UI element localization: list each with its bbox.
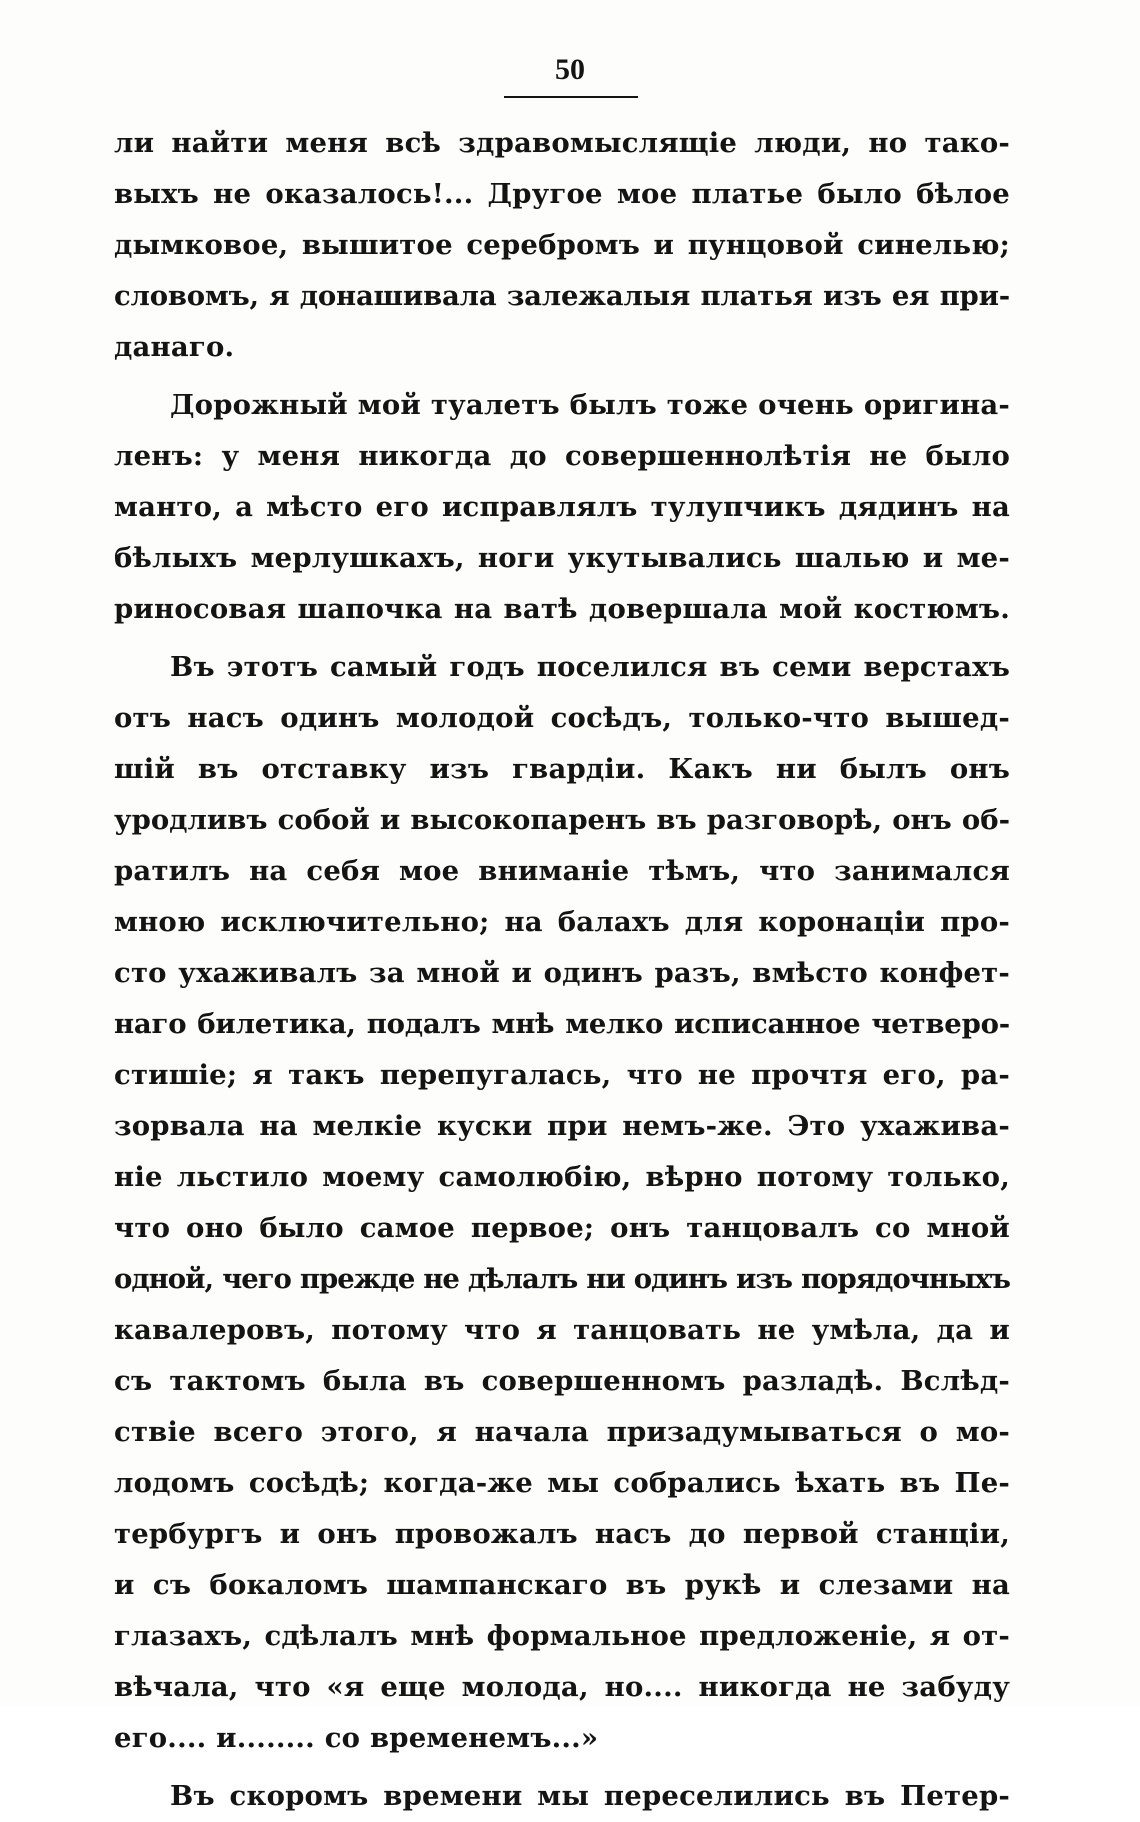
paragraph bbox=[114, 380, 1010, 635]
text-line: его.... и........ со временемъ...» bbox=[114, 1722, 599, 1754]
text-line: отъ насъ одинъ молодой сосѣдъ, только-что вышед- bbox=[114, 702, 1010, 734]
paragraph bbox=[114, 1771, 1010, 1822]
text-line: Въ скоромъ времени мы переселились въ Петер- bbox=[170, 1780, 1010, 1812]
text-line: дымковое, вышитое серебромъ и пунцовой синелью; bbox=[114, 229, 1010, 261]
text-line: ствіе всего этого, я начала призадумываться о мо- bbox=[114, 1416, 1010, 1448]
text-line: лодомъ сосѣдѣ; когда-же мы собрались ѣхать въ Пе- bbox=[114, 1467, 1010, 1499]
text-line: словомъ, я донашивала залежалыя платья изъ ея при- bbox=[114, 280, 1010, 312]
paragraph bbox=[114, 118, 1010, 373]
text-line: риносовая шапочка на ватѣ довершала мой костюмъ. bbox=[114, 593, 1010, 625]
text-line: ніе льстило моему самолюбію, вѣрно потому только, bbox=[114, 1161, 1010, 1193]
text-line: мною исключительно; на балахъ для коронаціи про- bbox=[114, 906, 1010, 938]
text-line: глазахъ, сдѣлалъ мнѣ формальное предложеніе, я от- bbox=[114, 1620, 1010, 1652]
text-line: данаго. bbox=[114, 331, 235, 363]
text-line: зорвала на мелкіе куски при немъ-же. Это ухажива- bbox=[114, 1110, 1010, 1142]
text-line: ратилъ на себя мое вниманіе тѣмъ, что занимался bbox=[114, 855, 1010, 887]
text-line: ленъ: у меня никогда до совершеннолѣтія не было bbox=[114, 440, 1010, 472]
text-line: уродливъ собой и высокопаренъ въ разговорѣ, онъ об- bbox=[114, 804, 1010, 836]
text-line: сто ухаживалъ за мной и одинъ разъ, вмѣсто конфет- bbox=[114, 957, 1010, 989]
text-line: бѣлыхъ мерлушкахъ, ноги укутывались шалью и ме- bbox=[114, 542, 1010, 574]
header-rule bbox=[504, 96, 638, 98]
page-number: 50 bbox=[555, 53, 585, 86]
text-column bbox=[114, 118, 1010, 1822]
text-line: Въ этотъ самый годъ поселился въ семи верстахъ bbox=[170, 651, 1010, 683]
text-line: кавалеровъ, потому что я танцовать не умѣла, да и bbox=[114, 1314, 1010, 1346]
paragraph bbox=[114, 642, 1010, 1764]
text-line: наго билетика, подалъ мнѣ мелко исписанное четверо- bbox=[114, 1008, 1010, 1040]
text-line: тербургъ и онъ провожалъ насъ до первой станціи, bbox=[114, 1518, 1010, 1550]
text-line: манто, а мѣсто его исправлялъ тулупчикъ дядинъ на bbox=[114, 491, 1010, 523]
text-line: выхъ не оказалось!... Другое мое платье было бѣлое bbox=[114, 178, 1010, 210]
text-line: съ тактомъ была въ совершенномъ разладѣ. Вслѣд- bbox=[114, 1365, 1010, 1397]
text-line: стишіе; я такъ перепугалась, что не прочтя его, ра- bbox=[114, 1059, 1010, 1091]
text-line: шій въ отставку изъ гвардіи. Какъ ни былъ онъ bbox=[114, 753, 1010, 785]
text-line: Дорожный мой туалетъ былъ тоже очень оригина- bbox=[170, 389, 1010, 421]
text-line: ли найти меня всѣ здравомыслящіе люди, но тако- bbox=[114, 127, 1010, 159]
text-line: одной, чего прежде не дѣлалъ ни одинъ изъ порядочныхъ bbox=[114, 1263, 1010, 1295]
text-line: вѣчала, что «я еще молода, но.... никогда не забуду bbox=[114, 1671, 1010, 1703]
text-line: и съ бокаломъ шампанскаго въ рукѣ и слезами на bbox=[114, 1569, 1010, 1601]
text-line: что оно было самое первое; онъ танцовалъ со мной bbox=[114, 1212, 1010, 1244]
